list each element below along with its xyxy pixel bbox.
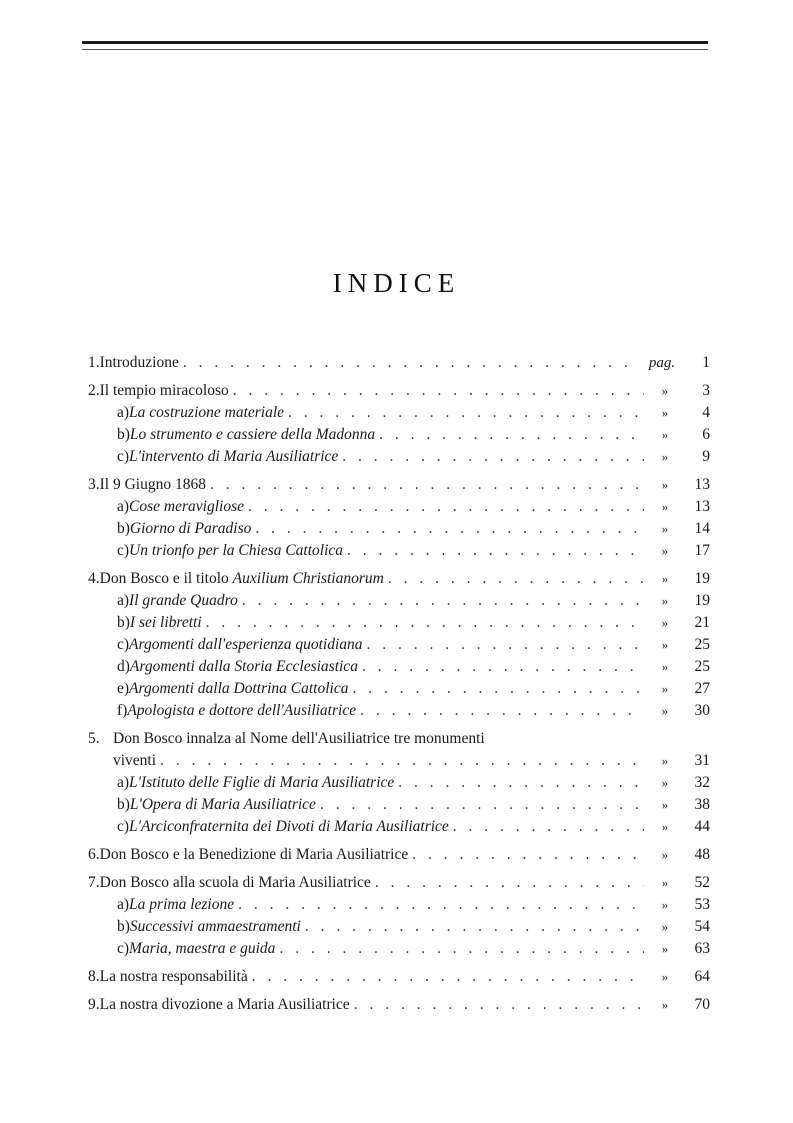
ditto-mark: »	[661, 847, 669, 862]
toc-entry	[88, 872, 710, 894]
page-number: 31	[694, 752, 710, 769]
header-rule-thin	[82, 49, 708, 50]
ditto-mark: »	[661, 449, 669, 464]
ditto-mark: »	[661, 919, 669, 934]
dot-leader	[398, 772, 644, 794]
page-number: 3	[702, 382, 710, 399]
dot-leader	[252, 966, 644, 988]
entry-number: 9.	[88, 996, 100, 1013]
entry-number: b)	[117, 796, 130, 813]
page-number: 64	[694, 968, 710, 985]
page-number: 1	[702, 354, 710, 371]
dot-leader	[362, 656, 644, 678]
page-number: 9	[702, 448, 710, 465]
pag-label: pag.	[648, 355, 676, 371]
entry-number: 2.	[88, 382, 100, 399]
ditto-mark: »	[661, 941, 669, 956]
toc-subentry	[88, 590, 710, 612]
ditto-mark: »	[661, 897, 669, 912]
toc-entry	[88, 994, 710, 1016]
dot-leader	[305, 916, 644, 938]
toc-subentry	[88, 518, 710, 540]
entry-number: 1.	[88, 354, 100, 371]
entry-label: Un trionfo per la Chiesa Cattolica	[129, 542, 344, 559]
toc-entry	[88, 750, 710, 772]
toc-subentry	[88, 656, 710, 678]
entry-label: La prima lezione	[129, 896, 235, 913]
ditto-mark: »	[661, 819, 669, 834]
page-number: 53	[694, 896, 710, 913]
toc-entry	[88, 966, 710, 988]
toc-subentry	[88, 700, 710, 722]
toc-entry	[88, 474, 710, 496]
toc-subentry	[88, 916, 710, 938]
dot-leader	[279, 938, 644, 960]
toc-subentry	[88, 424, 710, 446]
entry-number: e)	[117, 680, 130, 697]
ditto-mark: »	[661, 543, 669, 558]
toc-entry	[88, 568, 710, 590]
entry-number: c)	[117, 818, 130, 835]
dot-leader	[352, 678, 644, 700]
ditto-mark: »	[661, 637, 669, 652]
entry-label: Argomenti dall'esperienza quotidiana	[129, 636, 363, 653]
ditto-mark: »	[661, 997, 669, 1012]
entry-label: Don Bosco alla scuola di Maria Ausiliatrice	[99, 874, 371, 891]
dot-leader	[360, 700, 644, 722]
page-number: 63	[694, 940, 710, 957]
toc-subentry	[88, 772, 710, 794]
entry-number: b)	[117, 918, 130, 935]
page-number: 14	[694, 520, 710, 537]
page-number: 52	[694, 874, 710, 891]
page-number: 19	[694, 592, 710, 609]
entry-label: Il tempio miracoloso	[99, 382, 229, 399]
ditto-mark: »	[661, 499, 669, 514]
dot-leader	[379, 424, 644, 446]
ditto-mark: »	[661, 875, 669, 890]
dot-leader	[453, 816, 644, 838]
table-of-contents	[88, 352, 710, 1016]
page-number: 21	[694, 614, 710, 631]
toc-subentry	[88, 540, 710, 562]
dot-leader	[210, 474, 644, 496]
ditto-mark: »	[661, 797, 669, 812]
dot-leader	[160, 750, 644, 772]
page-number: 32	[694, 774, 710, 791]
ditto-mark: »	[661, 969, 669, 984]
dot-leader	[248, 496, 644, 518]
entry-number: a)	[117, 498, 130, 515]
toc-entry	[88, 380, 710, 402]
entry-label: Successivi ammaestramenti	[129, 918, 301, 935]
dot-leader	[347, 540, 644, 562]
entry-number: 5.	[88, 730, 100, 747]
entry-label: Cose meravigliose	[129, 498, 244, 515]
toc-entry	[88, 352, 710, 374]
toc-entry	[88, 844, 710, 866]
entry-label: L'Opera di Maria Ausiliatrice	[129, 796, 316, 813]
entry-label: Argomenti dalla Dottrina Cattolica	[129, 680, 349, 697]
entry-label: La costruzione materiale	[129, 404, 285, 421]
entry-label-italic: Auxilium Christianorum	[232, 570, 384, 587]
entry-label: Il 9 Giugno 1868	[99, 476, 206, 493]
entry-number: 6.	[88, 846, 100, 863]
page-number: 19	[694, 570, 710, 587]
entry-label: Don Bosco e il titolo	[99, 570, 229, 587]
page-number: 13	[694, 476, 710, 493]
page-number: 25	[694, 658, 710, 675]
page-number: 27	[694, 680, 710, 697]
toc-subentry	[88, 446, 710, 468]
dot-leader	[412, 844, 644, 866]
ditto-mark: »	[661, 775, 669, 790]
entry-number: c)	[117, 542, 130, 559]
entry-label-continued: viventi	[113, 752, 157, 769]
entry-label: Apologista e dottore dell'Ausiliatrice	[127, 702, 357, 719]
page-title: INDICE	[332, 268, 461, 298]
toc-entry-line	[88, 728, 710, 750]
toc-subentry	[88, 634, 710, 656]
entry-label: Giorno di Paradiso	[129, 520, 252, 537]
entry-number: c)	[117, 940, 130, 957]
ditto-mark: »	[661, 753, 669, 768]
entry-number: 4.	[88, 570, 100, 587]
entry-number: a)	[117, 592, 130, 609]
dot-leader	[242, 590, 644, 612]
entry-label: La nostra responsabilità	[99, 968, 248, 985]
toc-subentry	[88, 612, 710, 634]
page-number: 38	[694, 796, 710, 813]
page-number: 6	[702, 426, 710, 443]
ditto-mark: »	[661, 427, 669, 442]
page-number: 25	[694, 636, 710, 653]
entry-label: Don Bosco innalza al Nome dell'Ausiliatrice tre monumenti	[113, 730, 485, 747]
entry-number: f)	[117, 702, 128, 719]
page-number: 44	[694, 818, 710, 835]
toc-subentry	[88, 938, 710, 960]
page-number: 13	[694, 498, 710, 515]
dot-leader	[288, 402, 644, 424]
ditto-mark: »	[661, 521, 669, 536]
entry-number: a)	[117, 774, 130, 791]
entry-label: La nostra divozione a Maria Ausiliatrice	[99, 996, 350, 1013]
toc-subentry	[88, 496, 710, 518]
header-rule-thick	[82, 41, 708, 44]
entry-number: c)	[117, 636, 130, 653]
dot-leader	[375, 872, 644, 894]
page-number: 54	[694, 918, 710, 935]
dot-leader	[255, 518, 644, 540]
toc-subentry	[88, 816, 710, 838]
dot-leader	[183, 352, 638, 374]
entry-label: Introduzione	[99, 354, 179, 371]
dot-leader	[354, 994, 644, 1016]
dot-leader	[206, 612, 644, 634]
entry-label: I sei libretti	[129, 614, 202, 631]
entry-number: a)	[117, 896, 130, 913]
entry-number: b)	[117, 614, 130, 631]
dot-leader	[388, 568, 644, 590]
dot-leader	[367, 634, 644, 656]
entry-number: a)	[117, 404, 130, 421]
entry-number: b)	[117, 426, 130, 443]
page-number: 70	[694, 996, 710, 1013]
dot-leader	[233, 380, 644, 402]
entry-label: Argomenti dalla Storia Ecclesiastica	[129, 658, 358, 675]
toc-subentry	[88, 794, 710, 816]
ditto-mark: »	[661, 405, 669, 420]
entry-label: Maria, maestra e guida	[129, 940, 276, 957]
entry-label: Lo strumento e cassiere della Madonna	[129, 426, 376, 443]
entry-label: L'intervento di Maria Ausiliatrice	[129, 448, 339, 465]
entry-number: d)	[117, 658, 130, 675]
ditto-mark: »	[661, 681, 669, 696]
toc-subentry	[88, 894, 710, 916]
ditto-mark: »	[661, 593, 669, 608]
dot-leader	[238, 894, 644, 916]
page-number: 17	[694, 542, 710, 559]
ditto-mark: »	[661, 383, 669, 398]
ditto-mark: »	[661, 571, 669, 586]
entry-number: 7.	[88, 874, 100, 891]
entry-label: L'Arciconfraternita dei Divoti di Maria Ausiliatrice	[129, 818, 449, 835]
entry-label: Il grande Quadro	[129, 592, 238, 609]
entry-label: Don Bosco e la Benedizione di Maria Ausiliatrice	[99, 846, 409, 863]
page-number: 30	[694, 702, 710, 719]
ditto-mark: »	[661, 659, 669, 674]
entry-number: c)	[117, 448, 130, 465]
ditto-mark: »	[661, 477, 669, 492]
entry-number: 8.	[88, 968, 100, 985]
dot-leader	[342, 446, 644, 468]
dot-leader	[320, 794, 644, 816]
ditto-mark: »	[661, 615, 669, 630]
page-number: 4	[702, 404, 710, 421]
entry-number: b)	[117, 520, 130, 537]
page-number: 48	[694, 846, 710, 863]
entry-label: L'Istituto delle Figlie di Maria Ausiliatrice	[129, 774, 395, 791]
toc-subentry	[88, 402, 710, 424]
toc-subentry	[88, 678, 710, 700]
ditto-mark: »	[661, 703, 669, 718]
entry-number: 3.	[88, 476, 100, 493]
